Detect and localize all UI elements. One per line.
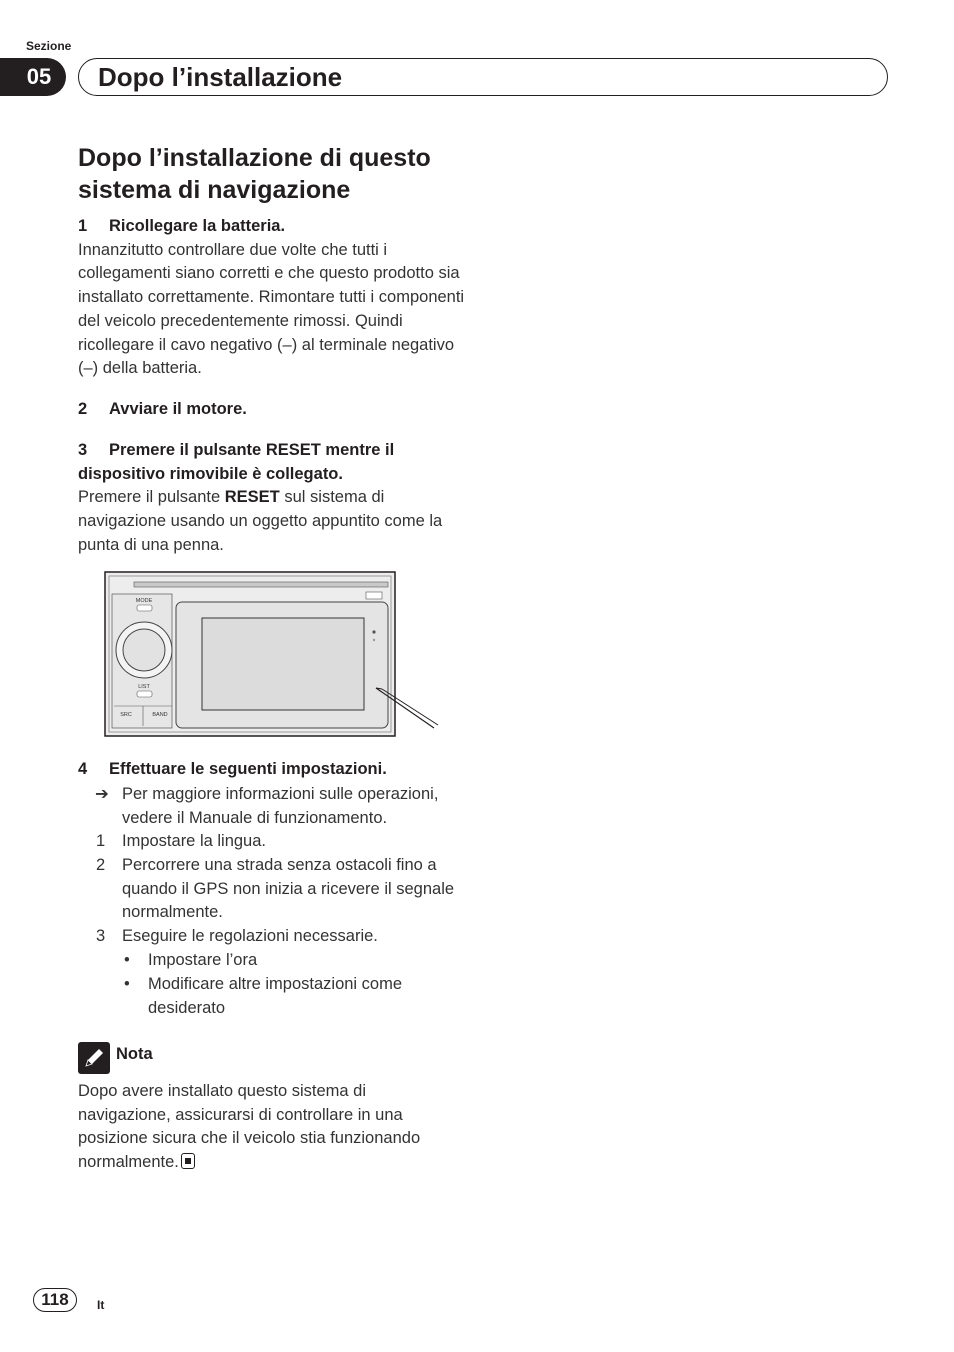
page-title: Dopo l’installazione di questo sistema di navigazione [78, 144, 431, 204]
bullet-dot: • [124, 975, 130, 993]
step-body: Innanzitutto controllare due volte che tutti i collegamenti siano corretti e che questo prodotto sia installato correttamente. Rimontare tutti i componenti del veicolo precedentemente rimossi. Quindi ricollegare il cavo negativo (–) al terminale negativo (–) della batteria. [78, 240, 465, 378]
step-2 [78, 398, 468, 422]
reset-keyword: RESET [224, 488, 280, 507]
sub-bullet: Impostare l’ora [148, 951, 258, 969]
mode-button [137, 605, 152, 611]
eject-button [366, 592, 382, 599]
band-label: BAND [152, 712, 168, 718]
step-title: Effettuare le seguenti impostazioni. [109, 760, 387, 778]
bullet-dot: • [124, 951, 130, 969]
section-number-badge: 05 [0, 58, 66, 96]
list-item: Impostare la lingua. [122, 832, 266, 850]
step-body-text: Premere il pulsante [78, 488, 225, 507]
section-title: Dopo l’installazione [98, 62, 343, 92]
note-body [78, 1080, 463, 1175]
page-number: 118 [33, 1288, 77, 1312]
language-code: It [97, 1298, 105, 1312]
sub-bullet: Modificare altre impostazioni come desiderato [148, 975, 403, 1017]
step-1 [78, 215, 468, 381]
list-item-number: 1 [96, 832, 106, 850]
arrow-note: Per maggiore informazioni sulle operazioni, vedere il Manuale di funzionamento. [122, 785, 439, 827]
navigation-unit-illustration [100, 570, 445, 740]
display-screen [202, 618, 364, 710]
mode-label: MODE [135, 598, 153, 604]
list-button [137, 691, 152, 697]
arrow-icon: ➔ [95, 785, 109, 803]
step-title: Ricollegare la batteria. [109, 217, 286, 235]
note-text: Dopo avere installato questo sistema di navigazione, assicurarsi di controllare in una posizione sicura che il veicolo stia funzionando normalmente. [78, 1082, 421, 1172]
step-number: 2 [78, 400, 88, 418]
step-body-text: sul sistema di navigazione usando un oggetto appuntito come la punta di una penna. [78, 488, 443, 554]
step-3 [78, 439, 468, 558]
section-caption: Sezione [26, 39, 72, 53]
step-title: Premere il pulsante RESET mentre il dispositivo rimovibile è collegato. [78, 441, 395, 483]
step-number: 1 [78, 217, 88, 235]
list-label: LIST [138, 684, 150, 690]
list-item-number: 2 [96, 856, 106, 874]
note-label: Nota [116, 1045, 153, 1063]
step-title: Avviare il motore. [109, 400, 247, 418]
disc-slot [134, 582, 388, 587]
note-pencil-icon [78, 1042, 110, 1074]
list-item: Percorrere una strada senza ostacoli fino a quando il GPS non inizia a ricevere il segnale normalmente. [122, 856, 455, 922]
list-item: Eseguire le regolazioni necessarie. [122, 927, 378, 945]
control-knob [123, 629, 165, 671]
step-body [78, 486, 468, 557]
step-number: 3 [78, 441, 88, 459]
step-number: 4 [78, 760, 88, 778]
end-mark-icon [181, 1153, 195, 1169]
list-item-number: 3 [96, 927, 106, 945]
step-4 [78, 758, 468, 782]
src-label: SRC [120, 712, 132, 718]
